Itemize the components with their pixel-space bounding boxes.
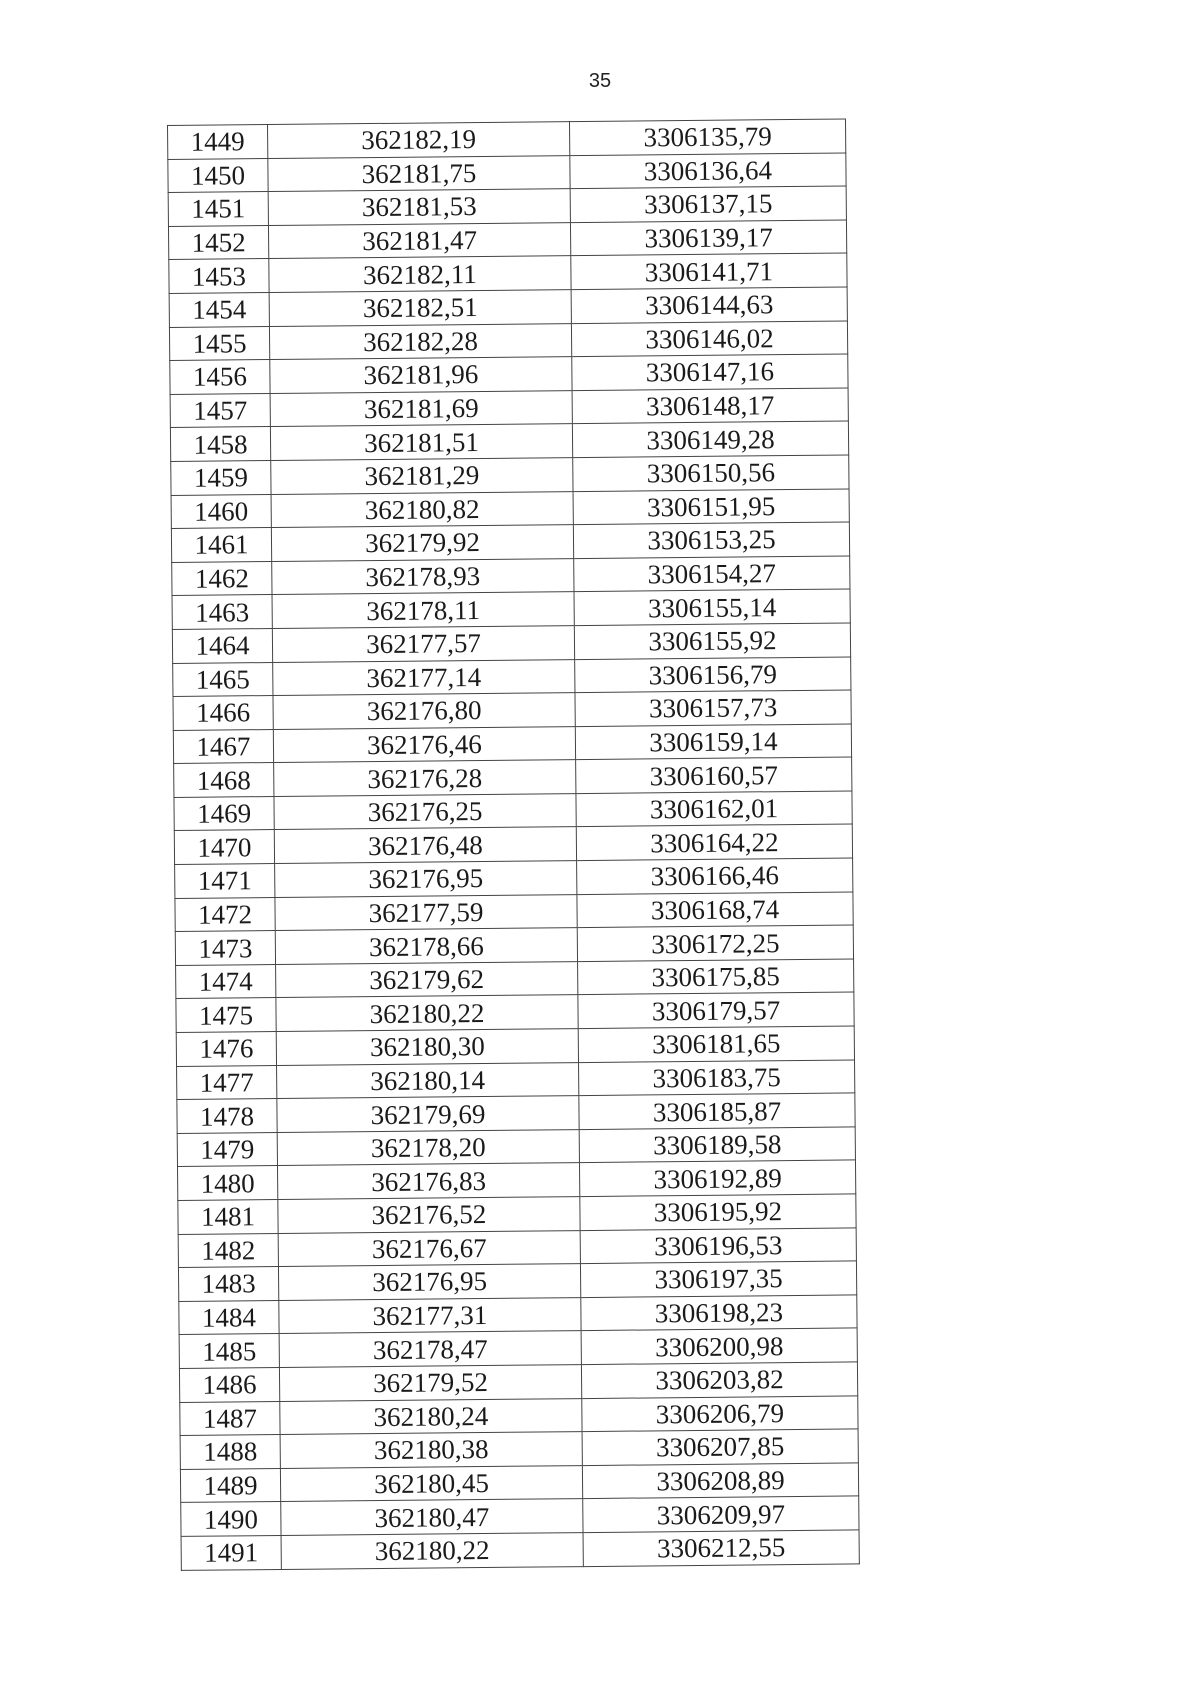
y-coordinate-cell: 3306197,35 bbox=[580, 1261, 856, 1297]
x-coordinate-cell: 362178,20 bbox=[277, 1129, 579, 1165]
point-number-cell: 1482 bbox=[178, 1233, 278, 1268]
point-number-cell: 1457 bbox=[170, 393, 270, 428]
coordinates-table-body bbox=[168, 119, 860, 1570]
y-coordinate-cell: 3306150,56 bbox=[573, 455, 849, 491]
y-coordinate-cell: 3306168,74 bbox=[577, 892, 853, 928]
y-coordinate-cell: 3306164,22 bbox=[576, 824, 852, 860]
y-coordinate-cell: 3306183,75 bbox=[579, 1060, 855, 1096]
point-number-cell: 1454 bbox=[169, 292, 269, 327]
point-number-cell: 1488 bbox=[180, 1435, 280, 1470]
x-coordinate-cell: 362180,38 bbox=[280, 1432, 582, 1468]
x-coordinate-cell: 362176,67 bbox=[278, 1230, 580, 1266]
point-number-cell: 1487 bbox=[180, 1401, 280, 1436]
y-coordinate-cell: 3306196,53 bbox=[580, 1228, 856, 1264]
y-coordinate-cell: 3306157,73 bbox=[575, 690, 851, 726]
x-coordinate-cell: 362179,92 bbox=[271, 525, 573, 561]
y-coordinate-cell: 3306149,28 bbox=[572, 421, 848, 457]
point-number-cell: 1470 bbox=[174, 830, 274, 865]
x-coordinate-cell: 362176,28 bbox=[274, 760, 576, 796]
point-number-cell: 1460 bbox=[171, 494, 271, 529]
x-coordinate-cell: 362182,51 bbox=[269, 290, 571, 326]
y-coordinate-cell: 3306206,79 bbox=[582, 1395, 858, 1431]
y-coordinate-cell: 3306136,64 bbox=[570, 153, 846, 189]
x-coordinate-cell: 362181,96 bbox=[270, 357, 572, 393]
y-coordinate-cell: 3306172,25 bbox=[577, 925, 853, 961]
y-coordinate-cell: 3306185,87 bbox=[579, 1093, 855, 1129]
x-coordinate-cell: 362182,19 bbox=[268, 122, 570, 158]
x-coordinate-cell: 362180,47 bbox=[281, 1499, 583, 1535]
x-coordinate-cell: 362181,47 bbox=[268, 222, 570, 258]
y-coordinate-cell: 3306166,46 bbox=[577, 858, 853, 894]
y-coordinate-cell: 3306139,17 bbox=[570, 220, 846, 256]
point-number-cell: 1456 bbox=[170, 360, 270, 395]
point-number-cell: 1449 bbox=[168, 125, 268, 160]
x-coordinate-cell: 362182,28 bbox=[269, 323, 571, 359]
x-coordinate-cell: 362180,45 bbox=[280, 1465, 582, 1501]
table-row bbox=[181, 1530, 859, 1570]
point-number-cell: 1453 bbox=[169, 259, 269, 294]
y-coordinate-cell: 3306198,23 bbox=[581, 1295, 857, 1331]
x-coordinate-cell: 362180,22 bbox=[276, 995, 578, 1031]
point-number-cell: 1462 bbox=[172, 561, 272, 596]
y-coordinate-cell: 3306203,82 bbox=[581, 1362, 857, 1398]
point-number-cell: 1480 bbox=[178, 1166, 278, 1201]
x-coordinate-cell: 362179,52 bbox=[279, 1365, 581, 1401]
x-coordinate-cell: 362180,82 bbox=[271, 491, 573, 527]
y-coordinate-cell: 3306137,15 bbox=[570, 186, 846, 222]
x-coordinate-cell: 362177,59 bbox=[275, 894, 577, 930]
point-number-cell: 1479 bbox=[177, 1132, 277, 1167]
y-coordinate-cell: 3306151,95 bbox=[573, 489, 849, 525]
point-number-cell: 1486 bbox=[179, 1367, 279, 1402]
point-number-cell: 1478 bbox=[177, 1099, 277, 1134]
y-coordinate-cell: 3306209,97 bbox=[583, 1496, 859, 1532]
x-coordinate-cell: 362180,22 bbox=[281, 1533, 583, 1569]
x-coordinate-cell: 362178,47 bbox=[279, 1331, 581, 1367]
point-number-cell: 1467 bbox=[173, 729, 273, 764]
x-coordinate-cell: 362181,29 bbox=[271, 458, 573, 494]
point-number-cell: 1476 bbox=[176, 1032, 276, 1067]
x-coordinate-cell: 362176,46 bbox=[273, 726, 575, 762]
x-coordinate-cell: 362179,69 bbox=[277, 1096, 579, 1132]
x-coordinate-cell: 362181,75 bbox=[268, 155, 570, 191]
point-number-cell: 1485 bbox=[179, 1334, 279, 1369]
y-coordinate-cell: 3306195,92 bbox=[580, 1194, 856, 1230]
point-number-cell: 1465 bbox=[173, 662, 273, 697]
point-number-cell: 1450 bbox=[168, 158, 268, 193]
y-coordinate-cell: 3306179,57 bbox=[578, 992, 854, 1028]
y-coordinate-cell: 3306144,63 bbox=[571, 287, 847, 323]
y-coordinate-cell: 3306181,65 bbox=[578, 1026, 854, 1062]
x-coordinate-cell: 362177,14 bbox=[273, 659, 575, 695]
x-coordinate-cell: 362177,57 bbox=[272, 626, 574, 662]
point-number-cell: 1464 bbox=[172, 628, 272, 663]
x-coordinate-cell: 362176,25 bbox=[274, 793, 576, 829]
y-coordinate-cell: 3306148,17 bbox=[572, 388, 848, 424]
x-coordinate-cell: 362180,14 bbox=[277, 1062, 579, 1098]
point-number-cell: 1469 bbox=[174, 796, 274, 831]
y-coordinate-cell: 3306155,14 bbox=[574, 589, 850, 625]
x-coordinate-cell: 362181,53 bbox=[268, 189, 570, 225]
x-coordinate-cell: 362176,83 bbox=[277, 1163, 579, 1199]
y-coordinate-cell: 3306175,85 bbox=[578, 959, 854, 995]
point-number-cell: 1458 bbox=[170, 427, 270, 462]
point-number-cell: 1483 bbox=[178, 1267, 278, 1302]
point-number-cell: 1466 bbox=[173, 696, 273, 731]
x-coordinate-cell: 362180,24 bbox=[280, 1398, 582, 1434]
point-number-cell: 1481 bbox=[178, 1199, 278, 1234]
point-number-cell: 1490 bbox=[181, 1502, 281, 1537]
y-coordinate-cell: 3306212,55 bbox=[583, 1530, 859, 1566]
point-number-cell: 1455 bbox=[169, 326, 269, 361]
y-coordinate-cell: 3306153,25 bbox=[573, 522, 849, 558]
page-number: 35 bbox=[588, 70, 612, 92]
y-coordinate-cell: 3306200,98 bbox=[581, 1328, 857, 1364]
x-coordinate-cell: 362182,11 bbox=[269, 256, 571, 292]
y-coordinate-cell: 3306135,79 bbox=[569, 119, 845, 155]
x-coordinate-cell: 362178,66 bbox=[275, 928, 577, 964]
y-coordinate-cell: 3306156,79 bbox=[575, 656, 851, 692]
x-coordinate-cell: 362176,48 bbox=[274, 827, 576, 863]
point-number-cell: 1451 bbox=[168, 192, 268, 227]
coordinates-table bbox=[167, 118, 860, 1570]
point-number-cell: 1475 bbox=[176, 998, 276, 1033]
y-coordinate-cell: 3306155,92 bbox=[574, 623, 850, 659]
x-coordinate-cell: 362177,31 bbox=[279, 1297, 581, 1333]
y-coordinate-cell: 3306146,02 bbox=[571, 321, 847, 357]
x-coordinate-cell: 362176,95 bbox=[278, 1264, 580, 1300]
x-coordinate-cell: 362176,95 bbox=[275, 861, 577, 897]
x-coordinate-cell: 362176,52 bbox=[278, 1197, 580, 1233]
y-coordinate-cell: 3306208,89 bbox=[582, 1463, 858, 1499]
y-coordinate-cell: 3306160,57 bbox=[576, 757, 852, 793]
y-coordinate-cell: 3306147,16 bbox=[572, 354, 848, 390]
point-number-cell: 1477 bbox=[177, 1065, 277, 1100]
x-coordinate-cell: 362181,51 bbox=[270, 424, 572, 460]
point-number-cell: 1484 bbox=[179, 1300, 279, 1335]
x-coordinate-cell: 362176,80 bbox=[273, 693, 575, 729]
x-coordinate-cell: 362178,93 bbox=[272, 558, 574, 594]
y-coordinate-cell: 3306189,58 bbox=[579, 1127, 855, 1163]
point-number-cell: 1459 bbox=[171, 460, 271, 495]
y-coordinate-cell: 3306192,89 bbox=[579, 1160, 855, 1196]
y-coordinate-cell: 3306159,14 bbox=[575, 724, 851, 760]
y-coordinate-cell: 3306154,27 bbox=[574, 556, 850, 592]
point-number-cell: 1468 bbox=[174, 763, 274, 798]
point-number-cell: 1491 bbox=[181, 1535, 281, 1570]
point-number-cell: 1471 bbox=[175, 864, 275, 899]
point-number-cell: 1452 bbox=[168, 225, 268, 260]
point-number-cell: 1489 bbox=[180, 1468, 280, 1503]
y-coordinate-cell: 3306207,85 bbox=[582, 1429, 858, 1465]
point-number-cell: 1472 bbox=[175, 897, 275, 932]
x-coordinate-cell: 362181,69 bbox=[270, 390, 572, 426]
x-coordinate-cell: 362180,30 bbox=[276, 1029, 578, 1065]
x-coordinate-cell: 362179,62 bbox=[276, 961, 578, 997]
y-coordinate-cell: 3306162,01 bbox=[576, 791, 852, 827]
point-number-cell: 1463 bbox=[172, 595, 272, 630]
y-coordinate-cell: 3306141,71 bbox=[571, 253, 847, 289]
point-number-cell: 1461 bbox=[171, 528, 271, 563]
point-number-cell: 1473 bbox=[175, 931, 275, 966]
x-coordinate-cell: 362178,11 bbox=[272, 592, 574, 628]
point-number-cell: 1474 bbox=[176, 964, 276, 999]
